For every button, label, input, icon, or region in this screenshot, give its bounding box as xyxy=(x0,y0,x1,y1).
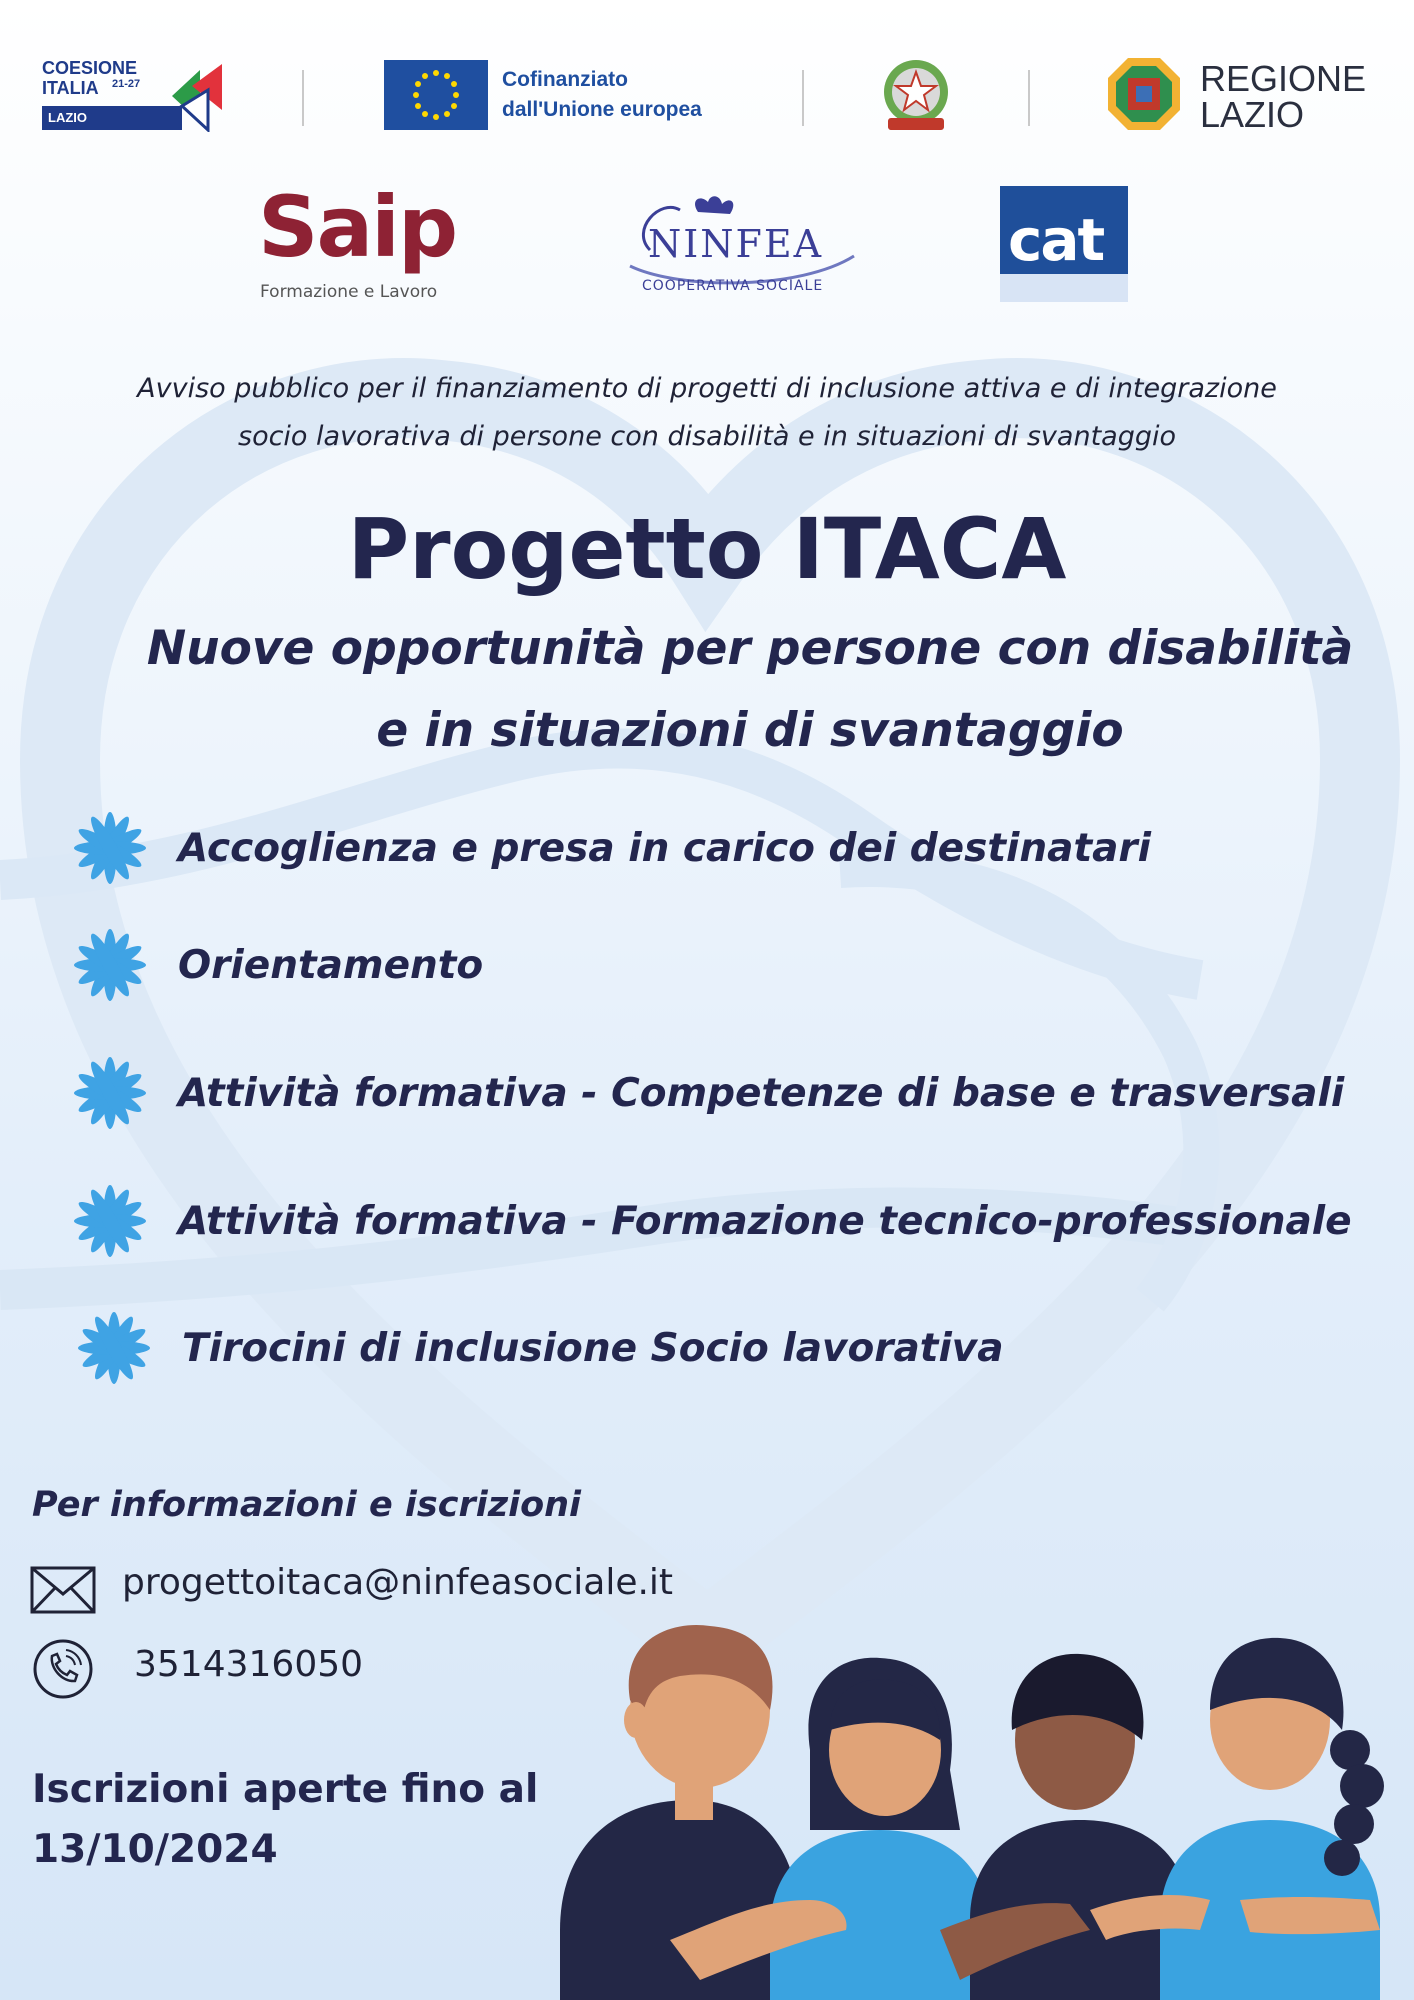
coesione-line1: COESIONE xyxy=(42,58,138,78)
list-item xyxy=(70,1053,1345,1133)
list-item xyxy=(70,1181,1352,1261)
subtitle-line1: Nuove opportunità per persone con disabilità xyxy=(146,621,1354,676)
italian-emblem-icon xyxy=(876,52,956,138)
list-item xyxy=(70,925,484,1005)
logo-coesione-italia xyxy=(40,56,240,136)
list-item-label: Tirocini di inclusione Socio lavorativa xyxy=(182,1325,1004,1371)
asterisk-flower-icon xyxy=(70,1181,150,1261)
list-item-label: Accoglienza e presa in carico dei destinatari xyxy=(178,825,1152,871)
contact-email[interactable]: progettoitaca@ninfeasociale.it xyxy=(122,1562,674,1603)
ninfea-tagline: COOPERATIVA SOCIALE xyxy=(642,278,824,294)
deadline-line1: Iscrizioni aperte fino al xyxy=(32,1767,539,1812)
logo-eu xyxy=(384,60,744,132)
notice-line1: Avviso pubblico per il finanziamento di progetti di inclusione attiva e di integrazione xyxy=(137,373,1277,404)
list-item xyxy=(74,1308,1004,1388)
cat-name: cat xyxy=(1008,206,1104,274)
list-item-label: Attività formativa - Formazione tecnico-professionale xyxy=(178,1198,1352,1244)
people-illustration xyxy=(550,1600,1414,2000)
contact-phone[interactable]: 3514316050 xyxy=(134,1644,364,1685)
regione-line2: LAZIO xyxy=(1200,94,1305,135)
logo-cat xyxy=(1000,186,1128,302)
notice-line2: socio lavorativa di persone con disabilità e in situazioni di svantaggio xyxy=(238,421,1176,452)
regione-lazio-crest-icon xyxy=(1106,56,1182,132)
header-divider xyxy=(802,70,804,126)
info-heading: Per informazioni e iscrizioni xyxy=(32,1485,582,1525)
asterisk-flower-icon xyxy=(74,1308,154,1388)
ninfea-name: NINFEA xyxy=(648,222,824,266)
deadline-line2: 13/10/2024 xyxy=(32,1827,278,1872)
phone-icon xyxy=(32,1638,94,1700)
list-item-label: Orientamento xyxy=(178,942,484,988)
eu-line2: dall'Unione europea xyxy=(502,98,702,121)
page-subtitle xyxy=(100,608,1400,772)
asterisk-flower-icon xyxy=(70,1053,150,1133)
eu-flag-icon xyxy=(384,60,488,130)
list-item-label: Attività formativa - Competenze di base e trasversali xyxy=(178,1070,1345,1116)
eu-line1: Cofinanziato xyxy=(502,68,628,91)
asterisk-flower-icon xyxy=(70,925,150,1005)
coesione-arrows-icon xyxy=(152,60,236,132)
cat-stripe xyxy=(1000,274,1128,302)
logo-saip xyxy=(258,178,468,308)
subtitle-line2: e in situazioni di svantaggio xyxy=(376,703,1124,758)
coesione-region: LAZIO xyxy=(48,110,87,125)
header-divider xyxy=(1028,70,1030,126)
list-item xyxy=(70,808,1152,888)
logo-ninfea xyxy=(620,190,860,300)
regione-line1: REGIONE xyxy=(1200,58,1367,99)
page-title: Progetto ITACA xyxy=(347,500,1067,598)
public-notice xyxy=(40,365,1374,461)
logo-regione-lazio xyxy=(1106,56,1386,136)
coesione-line2: ITALIA xyxy=(42,78,99,98)
coesione-years: 21-27 xyxy=(112,78,141,90)
asterisk-flower-icon xyxy=(70,808,150,888)
saip-tagline: Formazione e Lavoro xyxy=(260,282,438,302)
envelope-icon xyxy=(30,1566,96,1614)
registration-deadline xyxy=(32,1760,538,1880)
header-divider xyxy=(302,70,304,126)
saip-name: Saip xyxy=(258,178,457,276)
